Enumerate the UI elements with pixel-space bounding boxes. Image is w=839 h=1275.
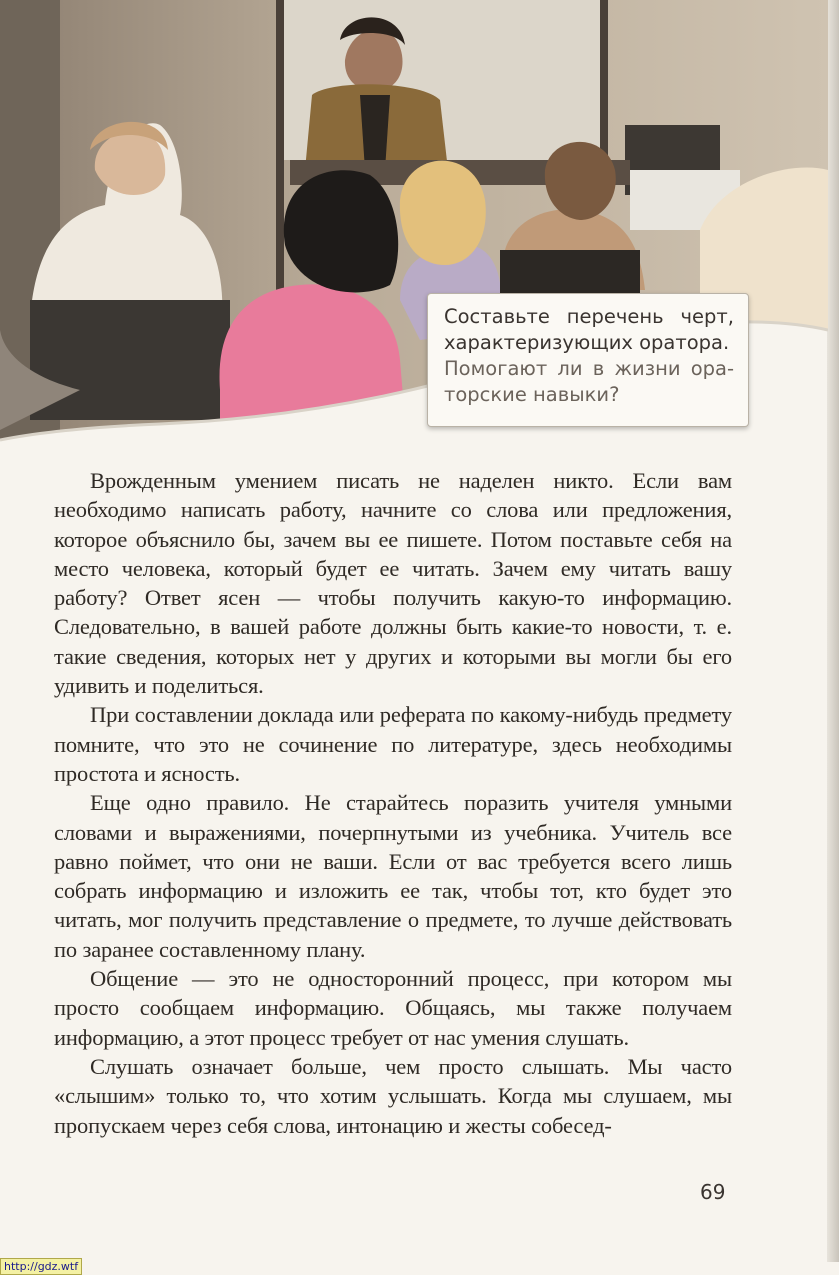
paragraph-1: Врожденным умением писать не наделен никто. Если вам необходимо написать работу, начните со слова или предложения, которое объяснило бы, зачем вы ее пишете. Потом поставьте себя на место человека, который будет ее читать. Зачем ему читать вашу работу? Ответ ясен — чтобы получить какую-то информацию. Следовательно, в вашей работе должны быть какие-то новости, т. е. такие сведения, которых нет у других и которыми вы могли бы его удивить и поделиться.	[54, 468, 732, 699]
paragraph-3: Еще одно правило. Не старайтесь поразить учителя умными словами и выражениями, почерпнутыми из учебника. Учитель все равно поймет, что они не ваши. Если от вас требуется всего лишь собрать информацию и изложить ее так, чтобы тот, кто будет это читать, мог получить представление о предмете, то лучше действовать по заранее составленному плану.	[54, 790, 732, 962]
paragraph-4: Общение — это не односторонний процесс, при котором мы просто сообщаем информацию. Общаясь, мы также получаем информацию, а этот процесс требует от нас умения слушать.	[54, 966, 732, 1050]
page-number: 69	[700, 1180, 726, 1204]
caption-line-4: торские навыки?	[444, 383, 620, 406]
watermark-link[interactable]: http://gdz.wtf	[0, 1258, 82, 1275]
page-edge	[827, 0, 839, 1262]
paragraph-2: При составлении доклада или реферата по какому-нибудь предмету помните, что это не сочинение по литературе, здесь необходимы простота и ясность.	[54, 702, 732, 786]
caption-box	[427, 293, 749, 427]
caption-line-1: Составьте перечень черт,	[444, 305, 734, 328]
paragraph-5: Слушать означает больше, чем просто слышать. Мы часто «слышим» только то, что хотим услышать. Когда мы слушаем, мы пропускаем через себя слова, интонацию и жесты собесед-	[54, 1053, 732, 1138]
body-text	[54, 466, 732, 1140]
caption-line-2: характеризующих оратора.	[444, 331, 730, 354]
caption-line-3: Помогают ли в жизни ора-	[444, 357, 734, 380]
